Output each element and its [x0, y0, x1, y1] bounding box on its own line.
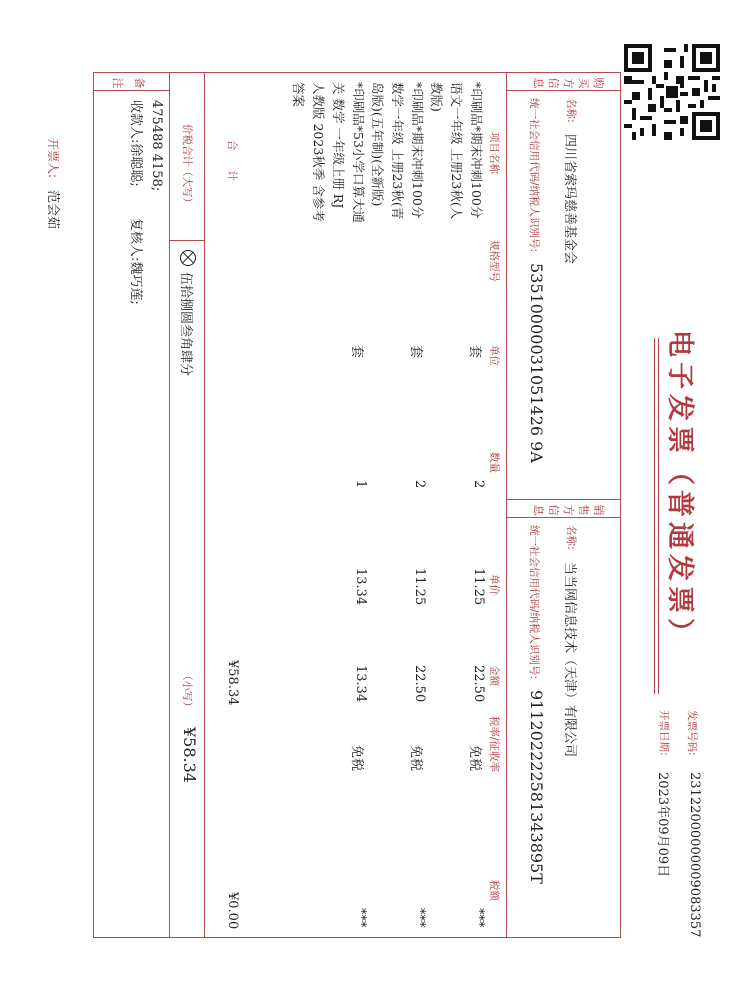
seller-label-divider — [507, 517, 621, 518]
col-price-header: 单价 — [488, 574, 500, 595]
seller-id-label: 统一社会信用代码/纳税人识别号: — [528, 525, 540, 680]
col-amount-header: 金额 — [488, 665, 500, 686]
item-qty-2: 2 — [412, 480, 427, 489]
remarks-label: 备注 — [111, 77, 146, 89]
item-name-1: *印刷品*期末冲刺100分语文一年级 上册23秋(人教版) — [429, 82, 484, 220]
item-rate-1: 免税 — [467, 745, 482, 772]
item-rate-3: 免税 — [349, 745, 364, 772]
total-amount: ¥58.34 — [225, 660, 240, 706]
total-tax: ¥0.00 — [225, 892, 240, 930]
seller-side-label: 销售方信息 — [532, 504, 605, 516]
issuer-name: 范会茹 — [45, 190, 60, 230]
invoice-date: 2023年09月09日 — [655, 772, 670, 878]
item-unit-2: 套 — [408, 345, 423, 359]
col-unit-header: 单位 — [488, 345, 500, 366]
capital-cross-icon — [180, 250, 196, 266]
capital-amount: 伍拾捌圆叁角肆分 — [178, 272, 193, 377]
party-section-divider — [506, 72, 507, 938]
invoice-title: 电子发票（普通发票） — [664, 330, 695, 650]
item-qty-3: 1 — [353, 480, 368, 489]
party-middle-divider — [507, 499, 621, 500]
invoice-no-label: 发票号码: — [686, 710, 698, 756]
item-unit-1: 套 — [467, 345, 482, 359]
item-tax-2: *** — [412, 908, 427, 928]
small-amount-label: （小写） — [181, 670, 193, 712]
item-tax-1: *** — [471, 908, 486, 928]
capital-row-bottom — [169, 72, 170, 938]
table-border-top — [620, 72, 621, 938]
issuer-label: 开票人: — [46, 138, 60, 179]
qr-code — [624, 44, 720, 140]
col-qty-header: 数量 — [488, 452, 500, 473]
item-tax-3: *** — [353, 908, 368, 928]
col-rate-header: 税率/征收率 — [488, 716, 500, 773]
item-name-2: *印刷品*期末冲刺100分数学一年级 上册23秋(青岛版)(五年制)(全新版) — [370, 82, 425, 220]
capital-row-top — [204, 72, 205, 938]
item-price-2: 11.25 — [412, 568, 427, 606]
seller-name-label: 名称: — [565, 525, 577, 550]
capital-label: 价税合计（大写） — [181, 124, 193, 208]
table-border-right — [93, 937, 621, 938]
col-item-header: 项目名称 — [488, 132, 500, 174]
remarks-line-2b: 复核人:魏巧莲; — [128, 218, 143, 305]
invoice-date-label: 开票日期: — [658, 710, 670, 756]
remarks-line-1: 475488 4158; — [149, 100, 164, 192]
table-border-left — [93, 72, 621, 73]
title-underline-bottom — [654, 338, 655, 694]
item-rate-2: 免税 — [408, 745, 423, 772]
remarks-label-divider — [94, 90, 170, 91]
item-qty-1: 2 — [471, 480, 486, 489]
item-unit-3: 套 — [349, 345, 364, 359]
col-tax-header: 税额 — [488, 880, 500, 901]
item-price-3: 13.34 — [353, 568, 368, 606]
item-price-1: 11.25 — [471, 568, 486, 606]
title-underline-top — [658, 338, 659, 694]
buyer-id-label: 统一社会信用代码/纳税人识别号: — [528, 98, 540, 253]
remarks-line-2: 收款人:徐聪聪; — [128, 100, 143, 187]
small-amount: ¥58.34 — [180, 727, 199, 783]
item-amount-3: 13.34 — [353, 665, 368, 703]
seller-id: 911202222581343895T — [527, 690, 546, 884]
total-label: 合计 — [226, 140, 238, 201]
item-amount-2: 22.50 — [412, 665, 427, 703]
table-border-bottom — [93, 72, 94, 938]
item-amount-1: 22.50 — [471, 665, 486, 703]
capital-label-divider — [170, 240, 205, 241]
buyer-id: 53510000031051426 9A — [527, 263, 546, 463]
buyer-name: 四川省索玛慈善基金会 — [562, 134, 577, 265]
buyer-name-label: 名称: — [565, 98, 577, 123]
buyer-label-divider — [507, 90, 621, 91]
item-name-3: *印刷品*53小学口算大通关 数学 一年级上册 RJ 人教版 2023秋季 含参考答案 — [291, 82, 366, 223]
col-spec-header: 规格型号 — [488, 240, 500, 282]
buyer-side-label: 购买方信息 — [532, 77, 605, 89]
seller-name: 当当网信息技术（天津）有限公司 — [562, 562, 577, 758]
invoice-no: 23122000000009083357 — [687, 772, 702, 938]
